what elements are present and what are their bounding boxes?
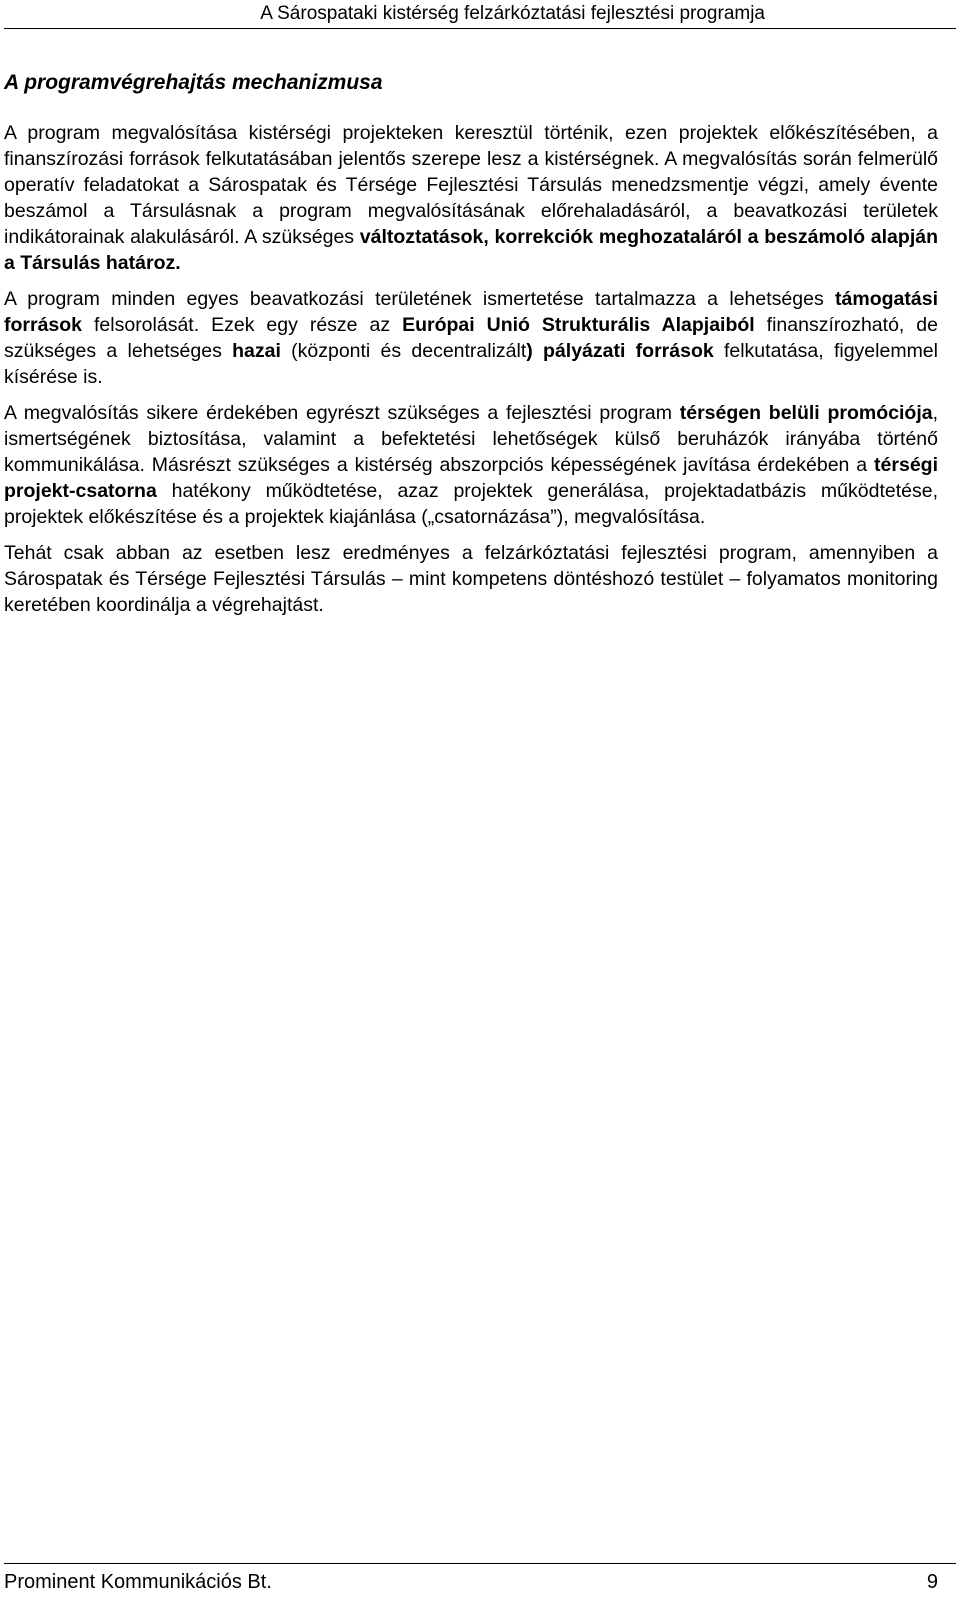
p2-text-3: finanszírozható, de szükséges a lehetséges — [4, 314, 938, 362]
p4-text-1: Tehát csak abban az esetben lesz eredményes a felzárkóztatási fejlesztési program, amennyiben a Sárospatak és Térsége Fejlesztési Társulás – mint kompetens döntéshozó testület – folyamatos monitoring keretében koordinálja a végrehajtást. — [4, 542, 938, 616]
p2-bold-1: támogatási források — [4, 288, 938, 336]
footer-divider — [4, 1563, 956, 1564]
page-number: 9 — [926, 1571, 938, 1593]
p1-bold-1: változtatások, korrekciók meghozataláról a beszámoló alapján a Társulás határoz. — [4, 226, 938, 274]
p3-bold-1: térségen belüli promóciója — [679, 402, 933, 424]
paragraph-4 — [4, 540, 938, 618]
paragraph-1 — [4, 120, 938, 276]
header-divider — [4, 28, 956, 29]
document-body — [4, 120, 938, 628]
p2-bold-3: hazai — [232, 340, 281, 362]
page-header — [0, 0, 960, 40]
p3-text-2: , ismertségének biztosítása, valamint a befektetési lehetőségek külső beruházók irányába történő kommunikálása. Másrészt szükséges a kistérség abszorpciós képességének javítása érdekében a — [4, 402, 938, 476]
p2-bold-4: ) pályázati források — [526, 340, 714, 362]
p2-text-4: (központi és decentralizált — [280, 340, 527, 362]
p1-text-1: A program megvalósítása kistérségi projekteken keresztül történik, ezen projektek előkészítésében, a finanszírozási források felkutatásában jelentős szerepe lesz a kistérségnek. A megvalósítás során felmerülő operatív feladatokat a Sárospatak és Térsége Fejlesztési Társulás menedzsmentje végzi, amely évente beszámol a Társulásnak a program megvalósításának előrehaladásáról, a beavatkozási területek indikátorainak alakulásáról. A szükséges — [4, 122, 938, 248]
p2-text-5: felkutatása, figyelemmel kísérése is. — [4, 340, 938, 388]
footer-company: Prominent Kommunikációs Bt. — [4, 1571, 272, 1593]
p2-text-2: felsorolását. Ezek egy része az — [82, 314, 403, 336]
page-title: A programvégrehajtás mechanizmusa — [4, 71, 383, 94]
p2-text-1: A program minden egyes beavatkozási területének ismertetése tartalmazza a lehetséges — [4, 288, 836, 310]
header-title: A Sárospataki kistérség felzárkóztatási fejlesztési programja — [260, 3, 765, 24]
p2-bold-2: Európai Unió Strukturális Alapjaiból — [402, 314, 755, 336]
paragraph-2 — [4, 286, 938, 390]
p3-bold-2: térségi projekt-csatorna — [4, 454, 938, 502]
page-footer — [0, 1560, 960, 1601]
p3-text-1: A megvalósítás sikere érdekében egyrészt szükséges a fejlesztési program — [4, 402, 680, 424]
paragraph-3 — [4, 400, 938, 530]
p3-text-3: hatékony működtetése, azaz projektek generálása, projektadatbázis működtetése, projektek előkészítése és a projektek kiajánlása („csatornázása”), megvalósítása. — [4, 480, 938, 528]
